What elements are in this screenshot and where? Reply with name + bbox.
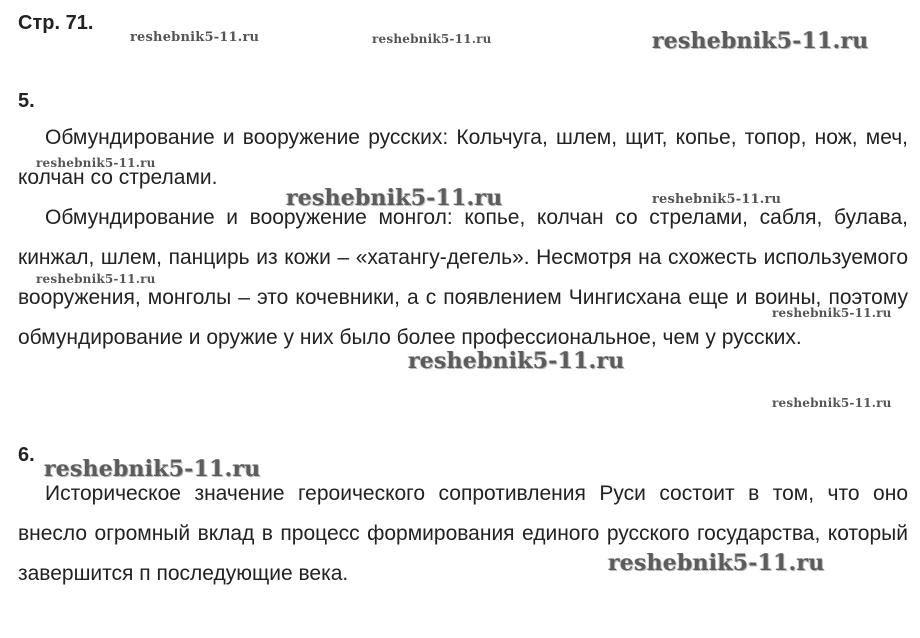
- section-number: 6.: [18, 444, 35, 466]
- watermark: reshebnik5-11.ru: [652, 28, 869, 54]
- watermark: reshebnik5-11.ru: [130, 30, 260, 45]
- paragraph: Обмундирование и вооружение русских: Кольчуга, шлем, щит, копье, топор, нож, меч, колчан со стрелами.: [18, 126, 908, 189]
- watermark: reshebnik5-11.ru: [372, 32, 492, 46]
- page-header: Стр. 71.: [18, 12, 94, 34]
- watermark: reshebnik5-11.ru: [36, 272, 156, 286]
- watermark: reshebnik5-11.ru: [652, 192, 782, 207]
- section-number: 5.: [18, 90, 35, 112]
- watermark: reshebnik5-11.ru: [44, 456, 261, 482]
- watermark: reshebnik5-11.ru: [408, 348, 625, 374]
- paragraph: Историческое значение героического сопротивления Руси состоит в том, что оно внесло огромный вклад в процесс формирования единого русского государства, который завершится п последующие века.: [18, 482, 908, 585]
- paragraph: Обмундирование и вооружение монгол: копье, колчан со стрелами, сабля, булава, кинжал, шлем, панцирь из кожи – «хатангу-дегель». Несмотря на схожесть используемого вооружения, монголы – это кочевники, а с появлением Чингисхана еще и воины, поэтому обмундирование и оружие у них было более профессиональное, чем у русских.: [18, 206, 908, 349]
- watermark: reshebnik5-11.ru: [608, 550, 825, 576]
- watermark: reshebnik5-11.ru: [772, 306, 892, 320]
- watermark: reshebnik5-11.ru: [772, 396, 892, 410]
- watermark: reshebnik5-11.ru: [286, 185, 503, 211]
- watermark: reshebnik5-11.ru: [36, 156, 156, 170]
